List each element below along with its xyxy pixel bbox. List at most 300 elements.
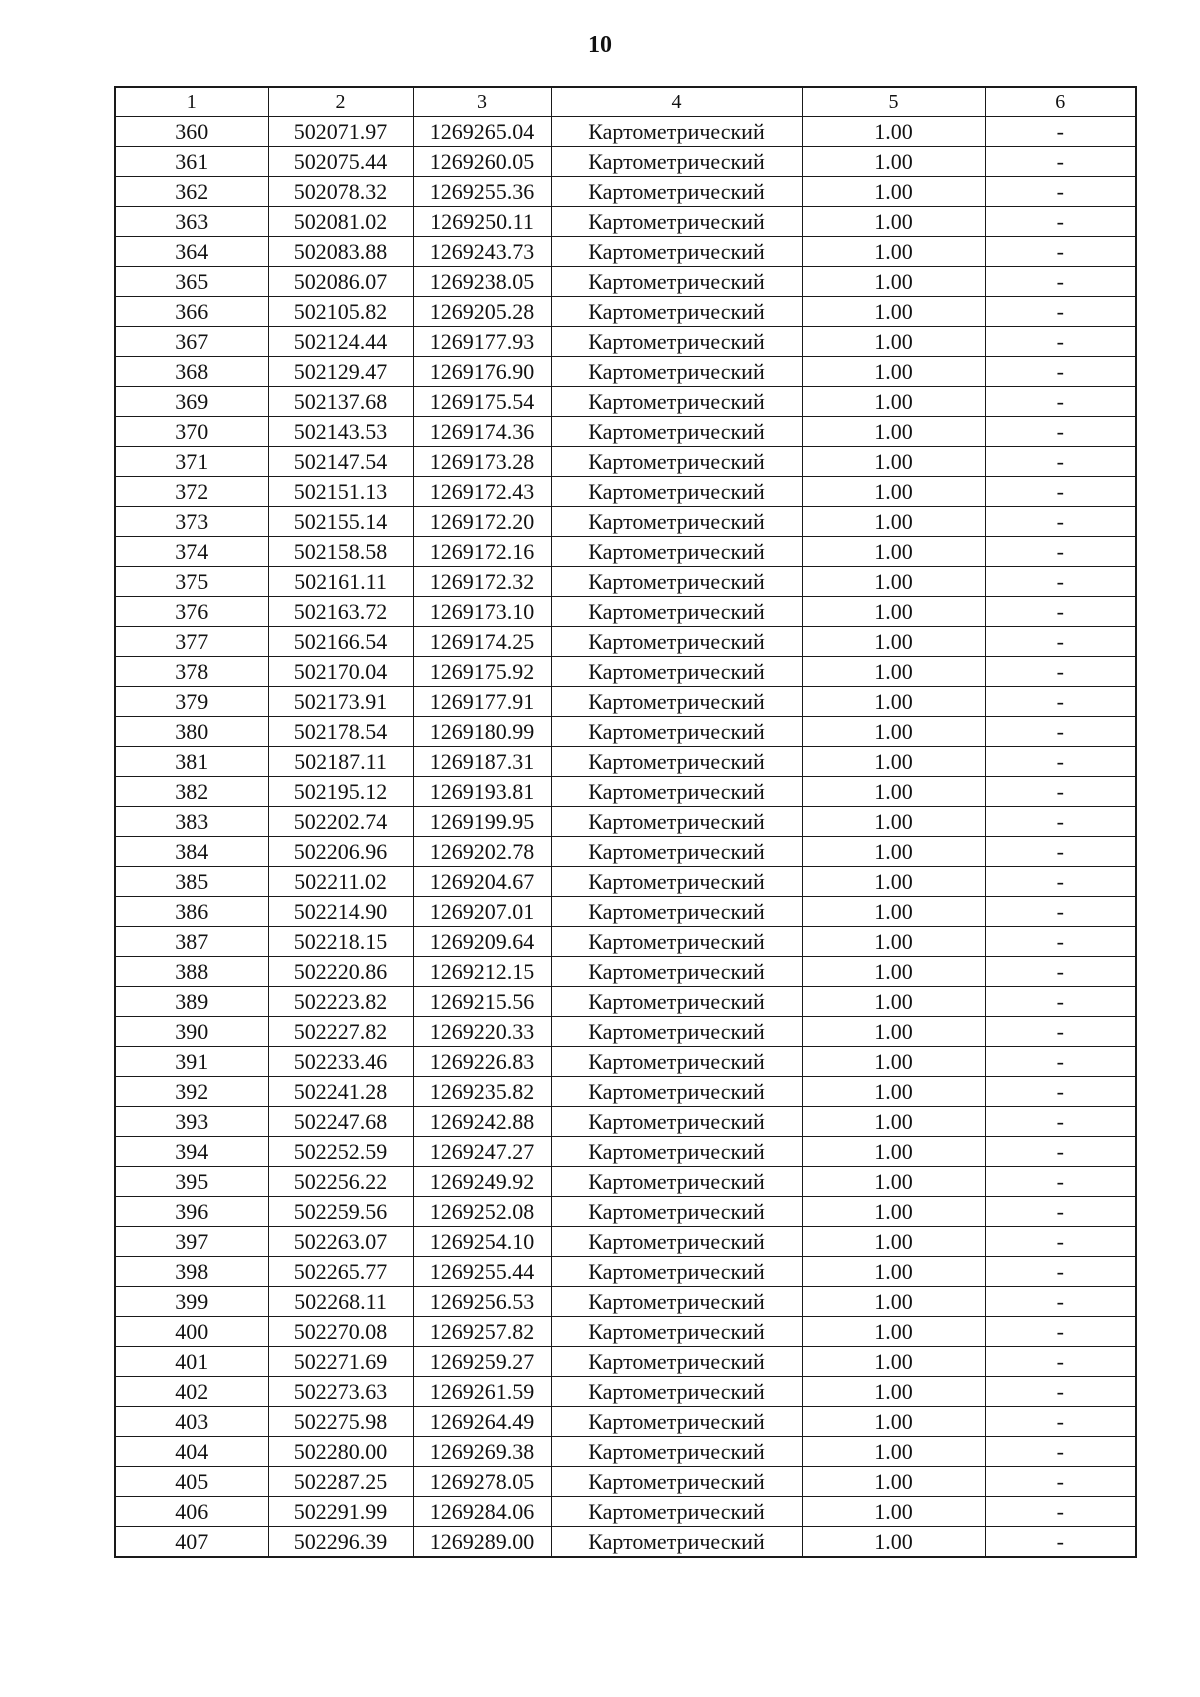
note-cell: - [985, 1347, 1136, 1377]
method-cell: Картометрический [551, 207, 802, 237]
x-coordinate-cell: 502155.14 [268, 507, 413, 537]
x-coordinate-cell: 502206.96 [268, 837, 413, 867]
point-number-cell: 386 [115, 897, 268, 927]
note-cell: - [985, 867, 1136, 897]
note-cell: - [985, 207, 1136, 237]
method-cell: Картометрический [551, 1377, 802, 1407]
table-row [115, 1287, 1136, 1317]
accuracy-cell: 1.00 [802, 387, 985, 417]
method-cell: Картометрический [551, 777, 802, 807]
table-row [115, 1227, 1136, 1257]
table-row [115, 417, 1136, 447]
point-number-cell: 380 [115, 717, 268, 747]
method-cell: Картометрический [551, 627, 802, 657]
table-row [115, 177, 1136, 207]
method-cell: Картометрический [551, 387, 802, 417]
y-coordinate-cell: 1269257.82 [413, 1317, 551, 1347]
table-row [115, 1107, 1136, 1137]
method-cell: Картометрический [551, 117, 802, 147]
point-number-cell: 371 [115, 447, 268, 477]
note-cell: - [985, 507, 1136, 537]
table-row [115, 837, 1136, 867]
y-coordinate-cell: 1269172.20 [413, 507, 551, 537]
accuracy-cell: 1.00 [802, 327, 985, 357]
method-cell: Картометрический [551, 1527, 802, 1558]
accuracy-cell: 1.00 [802, 957, 985, 987]
y-coordinate-cell: 1269255.44 [413, 1257, 551, 1287]
y-coordinate-cell: 1269202.78 [413, 837, 551, 867]
method-cell: Картометрический [551, 327, 802, 357]
x-coordinate-cell: 502178.54 [268, 717, 413, 747]
method-cell: Картометрический [551, 447, 802, 477]
table-row [115, 267, 1136, 297]
accuracy-cell: 1.00 [802, 657, 985, 687]
table-row [115, 1347, 1136, 1377]
column-header: 3 [413, 87, 551, 117]
note-cell: - [985, 357, 1136, 387]
y-coordinate-cell: 1269242.88 [413, 1107, 551, 1137]
point-number-cell: 368 [115, 357, 268, 387]
method-cell: Картометрический [551, 537, 802, 567]
accuracy-cell: 1.00 [802, 357, 985, 387]
point-number-cell: 374 [115, 537, 268, 567]
point-number-cell: 405 [115, 1467, 268, 1497]
x-coordinate-cell: 502083.88 [268, 237, 413, 267]
accuracy-cell: 1.00 [802, 507, 985, 537]
method-cell: Картометрический [551, 147, 802, 177]
point-number-cell: 383 [115, 807, 268, 837]
point-number-cell: 403 [115, 1407, 268, 1437]
table-row [115, 207, 1136, 237]
x-coordinate-cell: 502075.44 [268, 147, 413, 177]
accuracy-cell: 1.00 [802, 627, 985, 657]
note-cell: - [985, 567, 1136, 597]
method-cell: Картометрический [551, 747, 802, 777]
method-cell: Картометрический [551, 657, 802, 687]
note-cell: - [985, 1377, 1136, 1407]
point-number-cell: 362 [115, 177, 268, 207]
accuracy-cell: 1.00 [802, 1377, 985, 1407]
x-coordinate-cell: 502086.07 [268, 267, 413, 297]
note-cell: - [985, 1257, 1136, 1287]
point-number-cell: 370 [115, 417, 268, 447]
x-coordinate-cell: 502233.46 [268, 1047, 413, 1077]
method-cell: Картометрический [551, 1137, 802, 1167]
note-cell: - [985, 1077, 1136, 1107]
accuracy-cell: 1.00 [802, 927, 985, 957]
point-number-cell: 406 [115, 1497, 268, 1527]
method-cell: Картометрический [551, 717, 802, 747]
table-row [115, 117, 1136, 147]
note-cell: - [985, 327, 1136, 357]
x-coordinate-cell: 502166.54 [268, 627, 413, 657]
x-coordinate-cell: 502241.28 [268, 1077, 413, 1107]
accuracy-cell: 1.00 [802, 567, 985, 597]
note-cell: - [985, 1227, 1136, 1257]
point-number-cell: 396 [115, 1197, 268, 1227]
accuracy-cell: 1.00 [802, 267, 985, 297]
x-coordinate-cell: 502105.82 [268, 297, 413, 327]
y-coordinate-cell: 1269256.53 [413, 1287, 551, 1317]
column-header: 4 [551, 87, 802, 117]
point-number-cell: 366 [115, 297, 268, 327]
point-number-cell: 398 [115, 1257, 268, 1287]
note-cell: - [985, 597, 1136, 627]
x-coordinate-cell: 502247.68 [268, 1107, 413, 1137]
x-coordinate-cell: 502287.25 [268, 1467, 413, 1497]
y-coordinate-cell: 1269278.05 [413, 1467, 551, 1497]
table-row [115, 717, 1136, 747]
table-row [115, 387, 1136, 417]
table-row [115, 297, 1136, 327]
table-row [115, 957, 1136, 987]
accuracy-cell: 1.00 [802, 1287, 985, 1317]
column-header: 2 [268, 87, 413, 117]
accuracy-cell: 1.00 [802, 867, 985, 897]
point-number-cell: 375 [115, 567, 268, 597]
point-number-cell: 377 [115, 627, 268, 657]
point-number-cell: 399 [115, 1287, 268, 1317]
y-coordinate-cell: 1269175.54 [413, 387, 551, 417]
y-coordinate-cell: 1269284.06 [413, 1497, 551, 1527]
x-coordinate-cell: 502187.11 [268, 747, 413, 777]
method-cell: Картометрический [551, 507, 802, 537]
table-row [115, 927, 1136, 957]
x-coordinate-cell: 502263.07 [268, 1227, 413, 1257]
table-row [115, 357, 1136, 387]
accuracy-cell: 1.00 [802, 747, 985, 777]
accuracy-cell: 1.00 [802, 807, 985, 837]
x-coordinate-cell: 502268.11 [268, 1287, 413, 1317]
x-coordinate-cell: 502275.98 [268, 1407, 413, 1437]
note-cell: - [985, 987, 1136, 1017]
table-row [115, 777, 1136, 807]
accuracy-cell: 1.00 [802, 897, 985, 927]
y-coordinate-cell: 1269207.01 [413, 897, 551, 927]
coordinates-table [114, 86, 1137, 1558]
accuracy-cell: 1.00 [802, 1047, 985, 1077]
note-cell: - [985, 1017, 1136, 1047]
note-cell: - [985, 1467, 1136, 1497]
note-cell: - [985, 1497, 1136, 1527]
point-number-cell: 372 [115, 477, 268, 507]
table-row [115, 1317, 1136, 1347]
y-coordinate-cell: 1269177.91 [413, 687, 551, 717]
x-coordinate-cell: 502081.02 [268, 207, 413, 237]
accuracy-cell: 1.00 [802, 1437, 985, 1467]
accuracy-cell: 1.00 [802, 1167, 985, 1197]
method-cell: Картометрический [551, 957, 802, 987]
x-coordinate-cell: 502158.58 [268, 537, 413, 567]
table-row [115, 1257, 1136, 1287]
method-cell: Картометрический [551, 927, 802, 957]
y-coordinate-cell: 1269255.36 [413, 177, 551, 207]
note-cell: - [985, 687, 1136, 717]
table-row [115, 1017, 1136, 1047]
note-cell: - [985, 1527, 1136, 1558]
y-coordinate-cell: 1269265.04 [413, 117, 551, 147]
point-number-cell: 369 [115, 387, 268, 417]
accuracy-cell: 1.00 [802, 777, 985, 807]
point-number-cell: 387 [115, 927, 268, 957]
note-cell: - [985, 1047, 1136, 1077]
accuracy-cell: 1.00 [802, 1407, 985, 1437]
table-row [115, 687, 1136, 717]
point-number-cell: 360 [115, 117, 268, 147]
y-coordinate-cell: 1269175.92 [413, 657, 551, 687]
page-number: 10 [588, 32, 612, 58]
column-header: 1 [115, 87, 268, 117]
table-row [115, 597, 1136, 627]
method-cell: Картометрический [551, 807, 802, 837]
point-number-cell: 379 [115, 687, 268, 717]
method-cell: Картометрический [551, 1497, 802, 1527]
note-cell: - [985, 1167, 1136, 1197]
x-coordinate-cell: 502195.12 [268, 777, 413, 807]
note-cell: - [985, 957, 1136, 987]
point-number-cell: 390 [115, 1017, 268, 1047]
accuracy-cell: 1.00 [802, 297, 985, 327]
y-coordinate-cell: 1269261.59 [413, 1377, 551, 1407]
x-coordinate-cell: 502137.68 [268, 387, 413, 417]
accuracy-cell: 1.00 [802, 597, 985, 627]
table-row [115, 537, 1136, 567]
table-row [115, 507, 1136, 537]
note-cell: - [985, 387, 1136, 417]
x-coordinate-cell: 502218.15 [268, 927, 413, 957]
table-row [115, 1527, 1136, 1558]
x-coordinate-cell: 502223.82 [268, 987, 413, 1017]
method-cell: Картометрический [551, 177, 802, 207]
table-row [115, 657, 1136, 687]
x-coordinate-cell: 502211.02 [268, 867, 413, 897]
x-coordinate-cell: 502170.04 [268, 657, 413, 687]
y-coordinate-cell: 1269187.31 [413, 747, 551, 777]
y-coordinate-cell: 1269193.81 [413, 777, 551, 807]
note-cell: - [985, 267, 1136, 297]
note-cell: - [985, 537, 1136, 567]
table-row [115, 237, 1136, 267]
accuracy-cell: 1.00 [802, 837, 985, 867]
accuracy-cell: 1.00 [802, 1077, 985, 1107]
table-row [115, 1197, 1136, 1227]
note-cell: - [985, 1137, 1136, 1167]
accuracy-cell: 1.00 [802, 537, 985, 567]
y-coordinate-cell: 1269174.36 [413, 417, 551, 447]
note-cell: - [985, 117, 1136, 147]
method-cell: Картометрический [551, 1227, 802, 1257]
table-row [115, 807, 1136, 837]
method-cell: Картометрический [551, 1257, 802, 1287]
note-cell: - [985, 237, 1136, 267]
method-cell: Картометрический [551, 1017, 802, 1047]
table-row [115, 867, 1136, 897]
point-number-cell: 395 [115, 1167, 268, 1197]
note-cell: - [985, 747, 1136, 777]
column-header: 6 [985, 87, 1136, 117]
note-cell: - [985, 897, 1136, 927]
y-coordinate-cell: 1269249.92 [413, 1167, 551, 1197]
accuracy-cell: 1.00 [802, 1137, 985, 1167]
method-cell: Картометрический [551, 1287, 802, 1317]
column-header: 5 [802, 87, 985, 117]
table-row [115, 567, 1136, 597]
point-number-cell: 397 [115, 1227, 268, 1257]
y-coordinate-cell: 1269260.05 [413, 147, 551, 177]
point-number-cell: 373 [115, 507, 268, 537]
y-coordinate-cell: 1269180.99 [413, 717, 551, 747]
accuracy-cell: 1.00 [802, 687, 985, 717]
point-number-cell: 392 [115, 1077, 268, 1107]
point-number-cell: 363 [115, 207, 268, 237]
accuracy-cell: 1.00 [802, 1107, 985, 1137]
point-number-cell: 391 [115, 1047, 268, 1077]
x-coordinate-cell: 502124.44 [268, 327, 413, 357]
method-cell: Картометрический [551, 687, 802, 717]
note-cell: - [985, 477, 1136, 507]
table-row [115, 1137, 1136, 1167]
point-number-cell: 376 [115, 597, 268, 627]
y-coordinate-cell: 1269289.00 [413, 1527, 551, 1558]
x-coordinate-cell: 502071.97 [268, 117, 413, 147]
x-coordinate-cell: 502252.59 [268, 1137, 413, 1167]
table-row [115, 477, 1136, 507]
x-coordinate-cell: 502291.99 [268, 1497, 413, 1527]
table-row [115, 1047, 1136, 1077]
point-number-cell: 367 [115, 327, 268, 357]
x-coordinate-cell: 502270.08 [268, 1317, 413, 1347]
table-row [115, 1167, 1136, 1197]
y-coordinate-cell: 1269172.32 [413, 567, 551, 597]
accuracy-cell: 1.00 [802, 147, 985, 177]
note-cell: - [985, 807, 1136, 837]
point-number-cell: 400 [115, 1317, 268, 1347]
point-number-cell: 361 [115, 147, 268, 177]
accuracy-cell: 1.00 [802, 1257, 985, 1287]
x-coordinate-cell: 502259.56 [268, 1197, 413, 1227]
y-coordinate-cell: 1269250.11 [413, 207, 551, 237]
accuracy-cell: 1.00 [802, 477, 985, 507]
x-coordinate-cell: 502265.77 [268, 1257, 413, 1287]
x-coordinate-cell: 502173.91 [268, 687, 413, 717]
method-cell: Картометрический [551, 1317, 802, 1347]
method-cell: Картометрический [551, 267, 802, 297]
accuracy-cell: 1.00 [802, 1497, 985, 1527]
accuracy-cell: 1.00 [802, 417, 985, 447]
point-number-cell: 389 [115, 987, 268, 1017]
x-coordinate-cell: 502147.54 [268, 447, 413, 477]
y-coordinate-cell: 1269205.28 [413, 297, 551, 327]
note-cell: - [985, 1287, 1136, 1317]
accuracy-cell: 1.00 [802, 1227, 985, 1257]
note-cell: - [985, 717, 1136, 747]
method-cell: Картометрический [551, 237, 802, 267]
table-row [115, 1377, 1136, 1407]
table-row [115, 1497, 1136, 1527]
method-cell: Картометрический [551, 1167, 802, 1197]
point-number-cell: 402 [115, 1377, 268, 1407]
accuracy-cell: 1.00 [802, 237, 985, 267]
method-cell: Картометрический [551, 867, 802, 897]
point-number-cell: 394 [115, 1137, 268, 1167]
y-coordinate-cell: 1269254.10 [413, 1227, 551, 1257]
method-cell: Картометрический [551, 357, 802, 387]
method-cell: Картометрический [551, 417, 802, 447]
accuracy-cell: 1.00 [802, 447, 985, 477]
table-row [115, 1077, 1136, 1107]
method-cell: Картометрический [551, 1107, 802, 1137]
note-cell: - [985, 837, 1136, 867]
method-cell: Картометрический [551, 897, 802, 927]
note-cell: - [985, 147, 1136, 177]
point-number-cell: 381 [115, 747, 268, 777]
table-row [115, 987, 1136, 1017]
method-cell: Картометрический [551, 597, 802, 627]
x-coordinate-cell: 502214.90 [268, 897, 413, 927]
y-coordinate-cell: 1269247.27 [413, 1137, 551, 1167]
accuracy-cell: 1.00 [802, 1317, 985, 1347]
x-coordinate-cell: 502220.86 [268, 957, 413, 987]
note-cell: - [985, 1437, 1136, 1467]
y-coordinate-cell: 1269204.67 [413, 867, 551, 897]
x-coordinate-cell: 502227.82 [268, 1017, 413, 1047]
accuracy-cell: 1.00 [802, 207, 985, 237]
point-number-cell: 401 [115, 1347, 268, 1377]
y-coordinate-cell: 1269264.49 [413, 1407, 551, 1437]
method-cell: Картометрический [551, 1347, 802, 1377]
method-cell: Картометрический [551, 297, 802, 327]
note-cell: - [985, 297, 1136, 327]
y-coordinate-cell: 1269243.73 [413, 237, 551, 267]
point-number-cell: 404 [115, 1437, 268, 1467]
table-row [115, 147, 1136, 177]
x-coordinate-cell: 502256.22 [268, 1167, 413, 1197]
note-cell: - [985, 1107, 1136, 1137]
y-coordinate-cell: 1269220.33 [413, 1017, 551, 1047]
point-number-cell: 382 [115, 777, 268, 807]
accuracy-cell: 1.00 [802, 1527, 985, 1558]
note-cell: - [985, 657, 1136, 687]
note-cell: - [985, 627, 1136, 657]
note-cell: - [985, 1317, 1136, 1347]
point-number-cell: 384 [115, 837, 268, 867]
method-cell: Картометрический [551, 1407, 802, 1437]
note-cell: - [985, 177, 1136, 207]
table-row [115, 897, 1136, 927]
y-coordinate-cell: 1269212.15 [413, 957, 551, 987]
y-coordinate-cell: 1269172.16 [413, 537, 551, 567]
accuracy-cell: 1.00 [802, 1197, 985, 1227]
x-coordinate-cell: 502129.47 [268, 357, 413, 387]
x-coordinate-cell: 502163.72 [268, 597, 413, 627]
table-row [115, 747, 1136, 777]
point-number-cell: 388 [115, 957, 268, 987]
point-number-cell: 378 [115, 657, 268, 687]
x-coordinate-cell: 502143.53 [268, 417, 413, 447]
y-coordinate-cell: 1269199.95 [413, 807, 551, 837]
note-cell: - [985, 1407, 1136, 1437]
x-coordinate-cell: 502078.32 [268, 177, 413, 207]
table-body [115, 117, 1136, 1558]
y-coordinate-cell: 1269209.64 [413, 927, 551, 957]
method-cell: Картометрический [551, 1437, 802, 1467]
y-coordinate-cell: 1269259.27 [413, 1347, 551, 1377]
note-cell: - [985, 447, 1136, 477]
y-coordinate-cell: 1269173.28 [413, 447, 551, 477]
note-cell: - [985, 1197, 1136, 1227]
y-coordinate-cell: 1269215.56 [413, 987, 551, 1017]
table-row [115, 1467, 1136, 1497]
